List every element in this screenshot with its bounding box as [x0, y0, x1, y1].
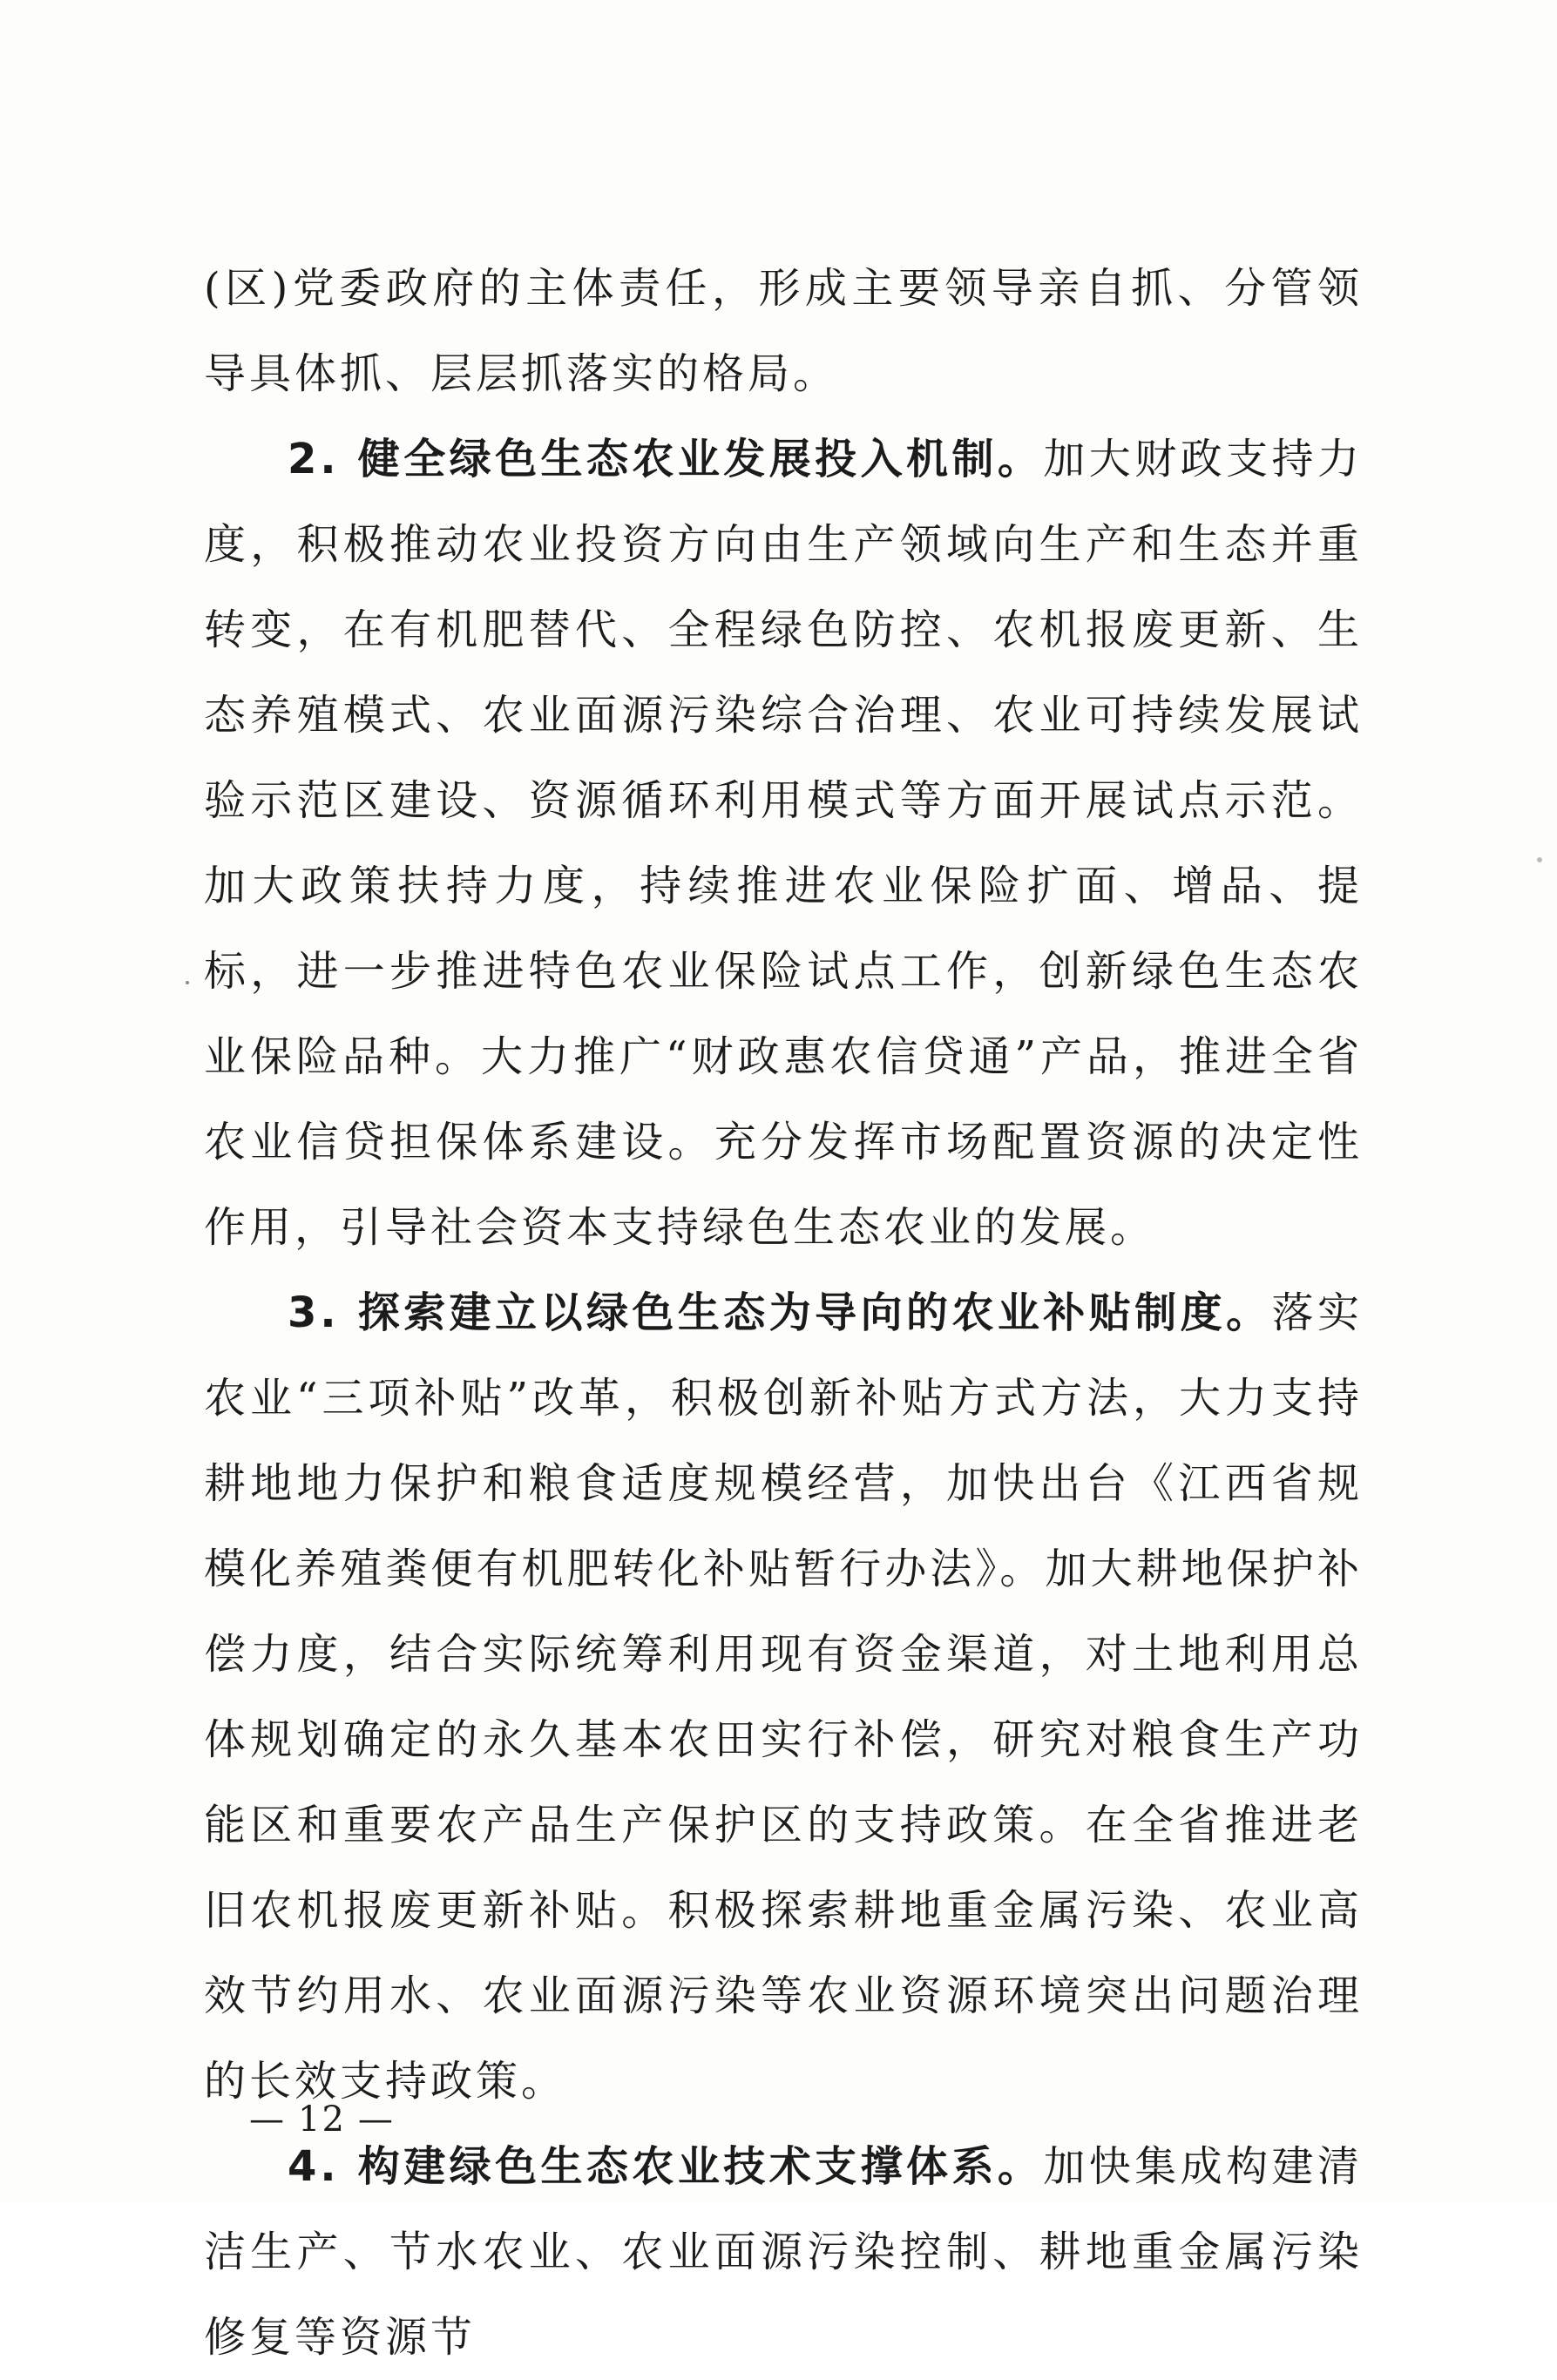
footer-dash-right: — [357, 2099, 395, 2140]
paragraph-subsidy-system [204, 1270, 1363, 2124]
scan-speck [186, 981, 189, 984]
document-body [204, 246, 1363, 2380]
paragraph-text: 加大财政支持力度，积极推动农业投资方向由生产领域向生产和生态并重转变，在有机肥替代、全程绿色防控、农机报废更新、生态养殖模式、农业面源污染综合治理、农业可持续发展试验示范区建设、资源循环利用模式等方面开展试点示范。加大政策扶持力度，持续推进农业保险扩面、增品、提标，进一步推进特色农业保险试点工作，创新绿色生态农业保险品种。大力推广“财政惠农信贷通”产品，推进全省农业信贷担保体系建设。充分发挥市场配置资源的决定性作用，引导社会资本支持绿色生态农业的发展。 [204, 435, 1363, 1252]
paragraph-continuation [204, 246, 1363, 416]
paragraph-heading: 4. 构建绿色生态农业技术支撑体系。 [288, 2142, 1044, 2191]
paragraph-text: 落实农业“三项补贴”改革，积极创新补贴方式方法，大力支持耕地地力保护和粮食适度规模经营，加快出台《江西省规模化养殖粪便有机肥转化补贴暂行办法》。加大耕地保护补偿力度，结合实际统筹利用现有资金渠道，对土地利用总体规划确定的永久基本农田实行补偿，研究对粮食生产功能区和重要农产品生产保护区的支持政策。在全省推进老旧农机报废更新补贴。积极探索耕地重金属污染、农业高效节约用水、农业面源污染等农业资源环境突出问题治理的长效支持政策。 [204, 1288, 1363, 2106]
scan-speck [1537, 857, 1542, 862]
paragraph-investment-mechanism [204, 416, 1363, 1270]
footer-dash-left: — [249, 2099, 286, 2140]
paragraph-tech-support [204, 2124, 1363, 2380]
paragraph-text: 加快集成构建清洁生产、节水农业、农业面源污染控制、耕地重金属污染修复等资源节 [204, 2142, 1363, 2362]
paragraph-heading: 3. 探索建立以绿色生态为导向的农业补贴制度。 [288, 1288, 1272, 1337]
paragraph-text: (区)党委政府的主体责任，形成主要领导亲自抓、分管领导具体抓、层层抓落实的格局。 [204, 264, 1363, 398]
page-number: 12 [298, 2099, 346, 2140]
page-number-footer [237, 2099, 407, 2140]
paragraph-heading: 2. 健全绿色生态农业发展投入机制。 [288, 435, 1044, 483]
